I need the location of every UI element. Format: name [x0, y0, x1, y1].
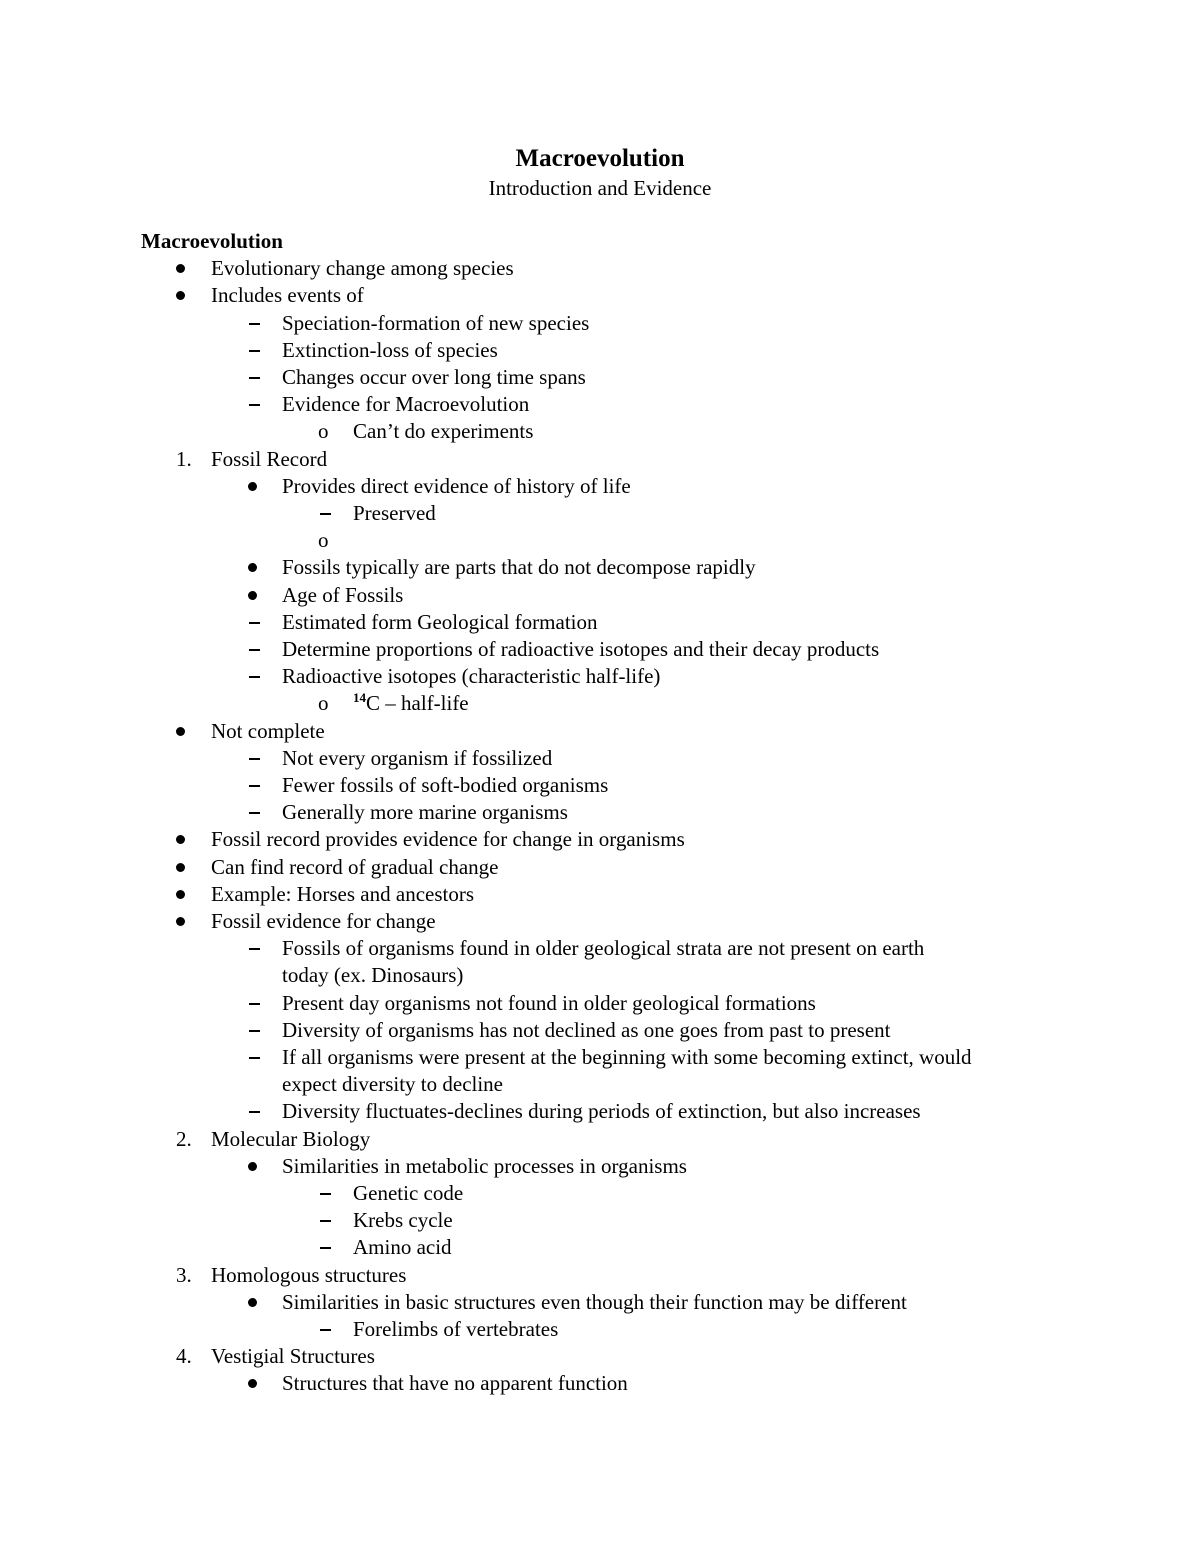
item-text-body: C – half-life: [366, 691, 469, 715]
bullet-icon: [248, 563, 257, 572]
item-text: Amino acid: [353, 1235, 452, 1259]
bullet-icon: [248, 591, 257, 600]
item-text: Can find record of gradual change: [211, 855, 499, 879]
item-text: Not every organism if fossilized: [282, 746, 553, 770]
bullet-icon: [176, 863, 185, 872]
item-text: Fossils of organisms found in older geological strata are not present on earth: [282, 936, 925, 960]
item-text: Includes events of: [211, 283, 364, 307]
item-text: Fossil Record: [211, 447, 328, 471]
item-text: Fossils typically are parts that do not decompose rapidly: [282, 555, 756, 579]
item-text: Fewer fossils of soft-bodied organisms: [282, 773, 609, 797]
dash-icon: [249, 1030, 260, 1032]
item-text: Example: Horses and ancestors: [211, 882, 475, 906]
dash-icon: [249, 323, 260, 325]
dash-icon: [249, 622, 260, 624]
item-text: Molecular Biology: [211, 1127, 371, 1151]
item-text: Age of Fossils: [282, 583, 404, 607]
open-circle-icon: o: [318, 691, 329, 715]
item-text: Homologous structures: [211, 1263, 407, 1287]
item-text: Changes occur over long time spans: [282, 365, 586, 389]
list-number: 4.: [176, 1344, 192, 1368]
item-text: Forelimbs of vertebrates: [353, 1317, 559, 1341]
dash-icon: [249, 948, 260, 950]
item-text: Can’t do experiments: [353, 419, 534, 443]
document-title: Macroevolution: [515, 145, 685, 172]
bullet-icon: [248, 1162, 257, 1171]
list-number: 2.: [176, 1127, 192, 1151]
dash-icon: [249, 404, 260, 406]
document-subtitle: Introduction and Evidence: [488, 176, 712, 200]
dash-icon: [249, 785, 260, 787]
item-text: Structures that have no apparent function: [282, 1371, 628, 1395]
dash-icon: [320, 1247, 331, 1249]
item-text: Diversity of organisms has not declined as one goes from past to present: [282, 1018, 891, 1042]
dash-icon: [249, 377, 260, 379]
item-text: Provides direct evidence of history of life: [282, 474, 631, 498]
item-text: Generally more marine organisms: [282, 800, 568, 824]
dash-icon: [320, 1220, 331, 1222]
item-text: Evidence for Macroevolution: [282, 392, 530, 416]
list-number: 1.: [176, 447, 192, 471]
item-text: Similarities in basic structures even though their function may be different: [282, 1290, 907, 1314]
bullet-icon: [248, 1379, 257, 1388]
item-text: Diversity fluctuates-declines during periods of extinction, but also increases: [282, 1099, 921, 1123]
bullet-icon: [176, 291, 185, 300]
bullet-icon: [248, 1298, 257, 1307]
item-text: Preserved: [353, 501, 436, 525]
item-text: Krebs cycle: [353, 1208, 453, 1232]
item-text: Present day organisms not found in older geological formations: [282, 991, 816, 1015]
item-text: Similarities in metabolic processes in organisms: [282, 1154, 687, 1178]
dash-icon: [249, 676, 260, 678]
bullet-icon: [176, 264, 185, 273]
item-text: Not complete: [211, 719, 325, 743]
item-text: Fossil evidence for change: [211, 909, 436, 933]
item-text: Radioactive isotopes (characteristic half-life): [282, 664, 661, 688]
item-text: today (ex. Dinosaurs): [282, 963, 464, 987]
dash-icon: [249, 350, 260, 352]
item-text: Estimated form Geological formation: [282, 610, 598, 634]
item-text: Macroevolution: [141, 229, 283, 253]
item-text: Speciation-formation of new species: [282, 311, 590, 335]
item-text: Extinction-loss of species: [282, 338, 498, 362]
item-text: [353, 690, 469, 716]
dash-icon: [249, 1111, 260, 1113]
isotope-superscript: 14: [353, 690, 366, 705]
dash-icon: [249, 812, 260, 814]
dash-icon: [249, 758, 260, 760]
open-circle-icon: o: [318, 419, 329, 443]
dash-icon: [320, 1329, 331, 1331]
item-text: If all organisms were present at the beginning with some becoming extinct, would: [282, 1045, 972, 1069]
dash-icon: [249, 1057, 260, 1059]
list-number: 3.: [176, 1263, 192, 1287]
dash-icon: [320, 513, 331, 515]
item-text: Fossil record provides evidence for change in organisms: [211, 827, 685, 851]
bullet-icon: [176, 835, 185, 844]
item-text: Determine proportions of radioactive isotopes and their decay products: [282, 637, 880, 661]
dash-icon: [249, 1003, 260, 1005]
dash-icon: [320, 1193, 331, 1195]
item-text: expect diversity to decline: [282, 1072, 504, 1096]
dash-icon: [249, 649, 260, 651]
bullet-icon: [248, 482, 257, 491]
bullet-icon: [176, 727, 185, 736]
item-text: Genetic code: [353, 1181, 464, 1205]
item-text: Evolutionary change among species: [211, 256, 514, 280]
bullet-icon: [176, 917, 185, 926]
bullet-icon: [176, 890, 185, 899]
open-circle-icon: o: [318, 528, 329, 552]
item-text: Vestigial Structures: [211, 1344, 375, 1368]
